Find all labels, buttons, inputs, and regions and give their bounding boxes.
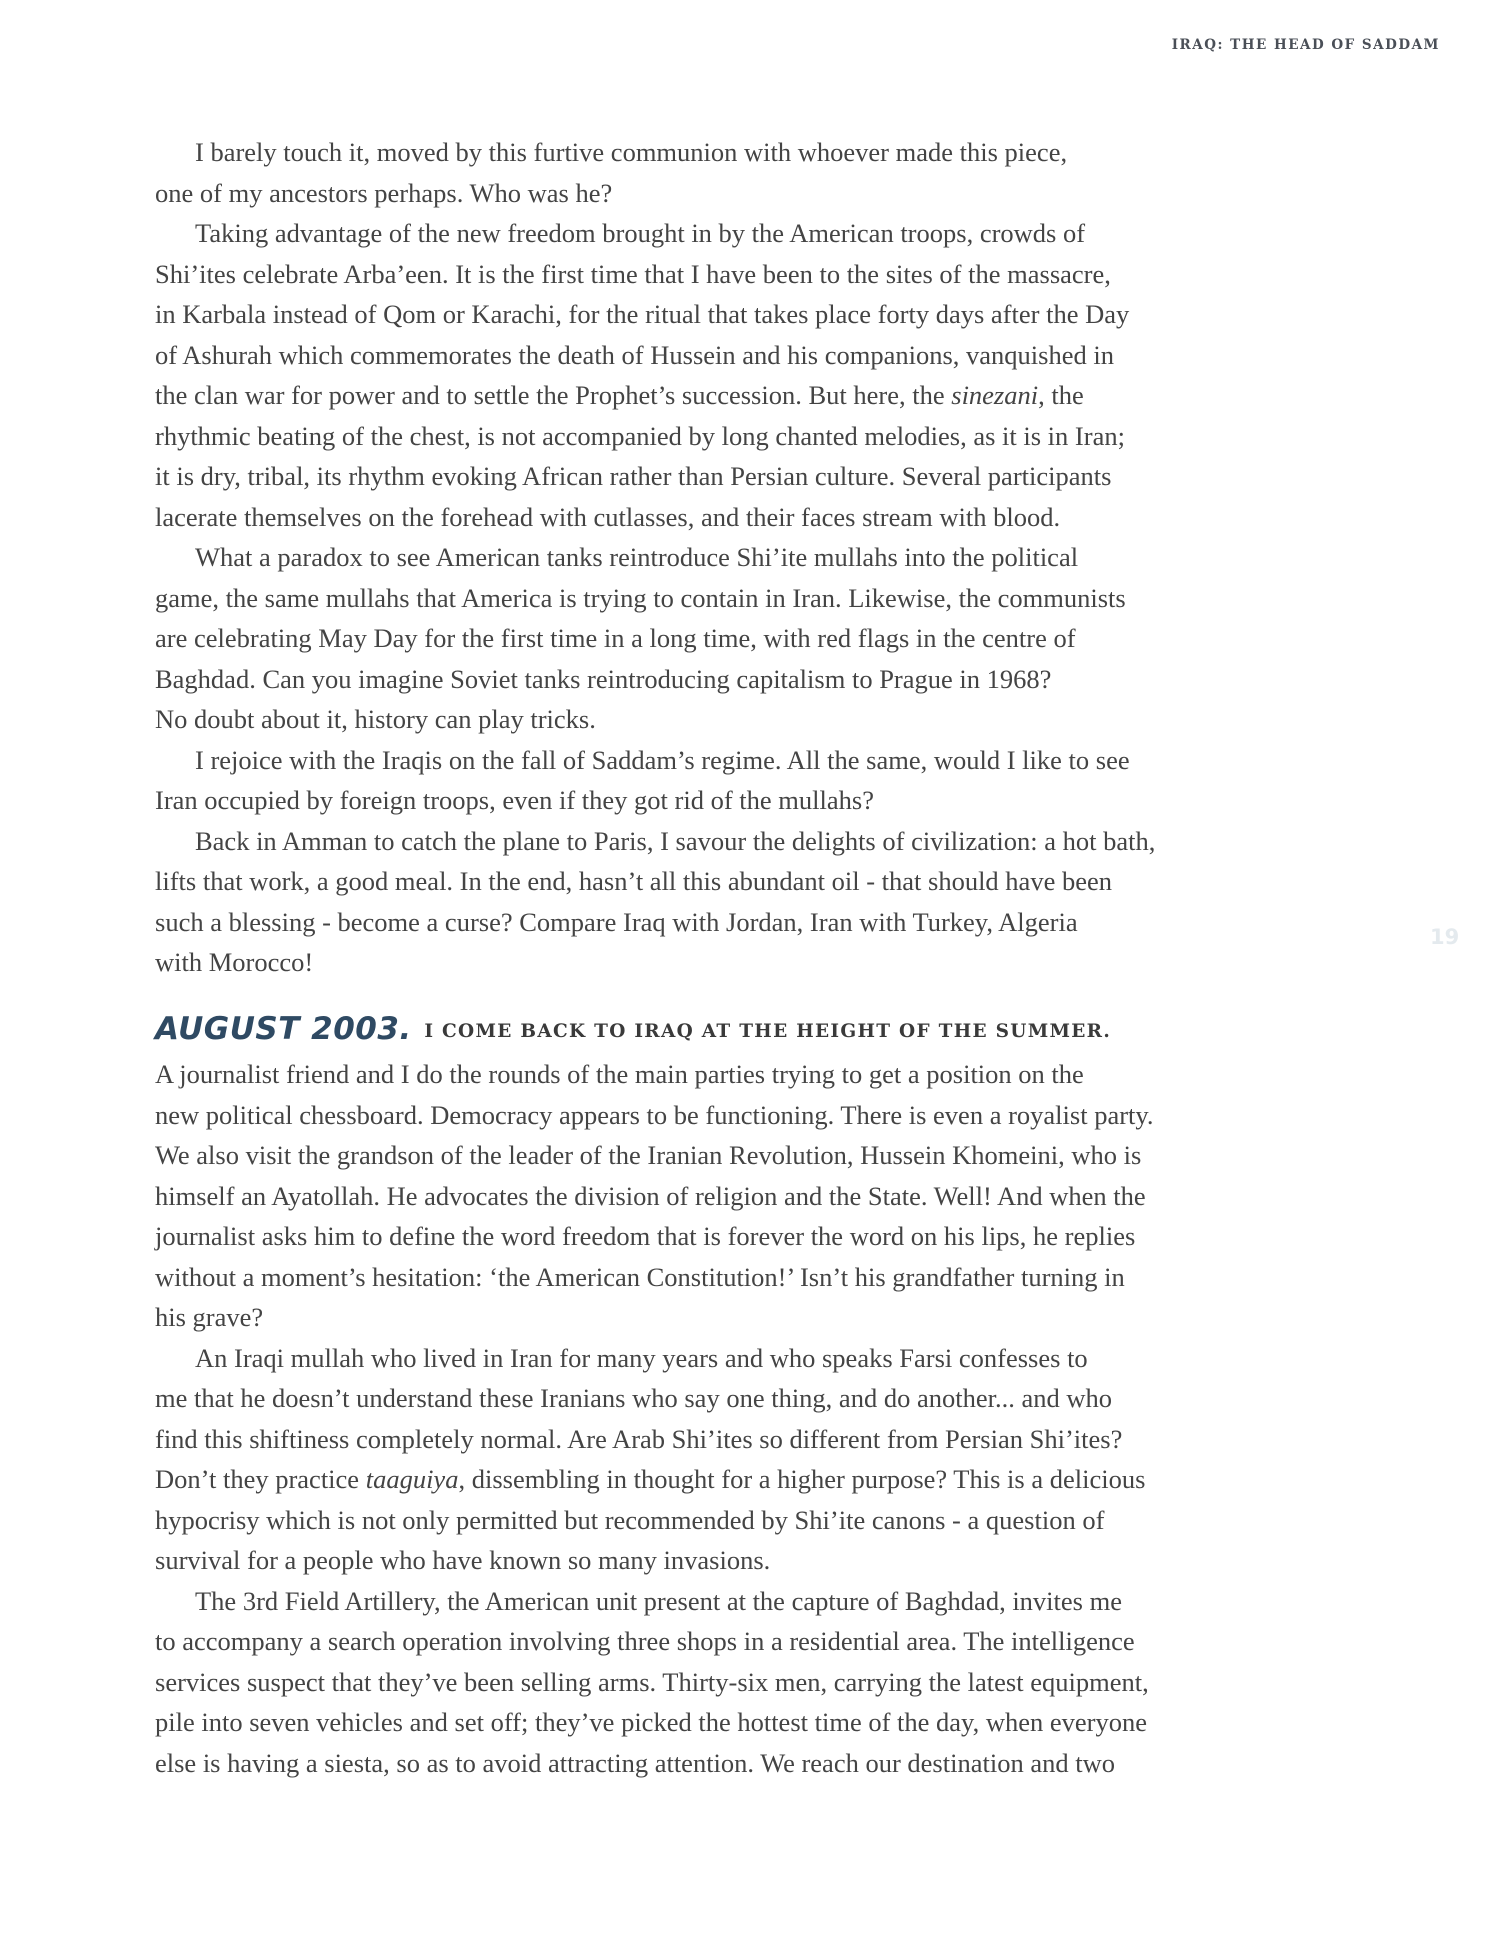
text-line	[155, 1054, 1235, 1095]
text-line	[155, 1743, 1235, 1784]
paragraph	[155, 740, 1235, 821]
text-line	[155, 699, 1235, 740]
text-run: I barely touch it, moved by this furtive communion with whoever made this piece,	[195, 137, 1068, 167]
text-run: it is dry, tribal, its rhythm evoking African rather than Persian culture. Several participants	[155, 461, 1112, 491]
italic-term: sinezani	[951, 380, 1039, 410]
text-line	[155, 1338, 1235, 1379]
text-run: Don’t they practice	[155, 1464, 366, 1494]
text-line	[155, 902, 1235, 943]
text-line	[155, 294, 1235, 335]
text-run: hypocrisy which is not only permitted but recommended by Shi’ite canons - a question of	[155, 1504, 1105, 1535]
text-run: Shi’ites celebrate Arba’een. It is the first time that I have been to the sites of the massacre,	[155, 258, 1111, 289]
text-line	[155, 618, 1235, 659]
text-run: , dissembling in thought for a higher purpose? This is a delicious	[458, 1464, 1146, 1494]
text-line	[155, 213, 1235, 254]
text-run: lacerate themselves on the forehead with cutlasses, and their faces stream with blood.	[155, 501, 1061, 532]
text-line	[155, 1540, 1235, 1581]
text-line	[155, 659, 1235, 700]
text-line	[155, 416, 1235, 457]
body-text	[155, 132, 1235, 1783]
paragraph	[155, 213, 1235, 537]
text-run: I rejoice with the Iraqis on the fall of Saddam’s regime. All the same, would I like to see	[195, 744, 1130, 775]
text-run: journalist asks him to define the word freedom that is forever the word on his lips, he replies	[155, 1221, 1136, 1251]
text-run: the clan war for power and to settle the Prophet’s succession. But here, the	[155, 380, 952, 410]
text-line	[155, 173, 1235, 214]
text-line	[155, 1621, 1235, 1662]
text-line	[155, 1135, 1235, 1176]
text-run: Back in Amman to catch the plane to Paris, I savour the delights of civilization: a hot bath,	[195, 825, 1156, 856]
text-line	[155, 1378, 1235, 1419]
text-line	[155, 578, 1235, 619]
text-run: services suspect that they’ve been selling arms. Thirty-six men, carrying the latest equipment,	[155, 1666, 1149, 1697]
text-run: rhythmic beating of the chest, is not accompanied by long chanted melodies, as it is in Iran;	[155, 420, 1125, 451]
text-line	[155, 780, 1235, 821]
paragraph	[155, 821, 1235, 983]
paragraph	[155, 1581, 1235, 1784]
text-line	[155, 1662, 1235, 1703]
paragraph	[155, 132, 1235, 213]
text-line	[155, 1459, 1235, 1500]
text-run: such a blessing - become a curse? Compare Iraq with Jordan, Iran with Turkey, Algeria	[155, 906, 1078, 937]
running-head: IRAQ: THE HEAD OF SADDAM	[1171, 37, 1440, 53]
text-line	[155, 1702, 1235, 1743]
text-line	[155, 1216, 1235, 1257]
text-run: one of my ancestors perhaps. Who was he?	[155, 177, 613, 208]
text-run: game, the same mullahs that America is trying to contain in Iran. Likewise, the communists	[155, 582, 1126, 613]
text-line	[155, 456, 1235, 497]
paragraph	[155, 537, 1235, 740]
text-line	[155, 1095, 1235, 1136]
text-run: Taking advantage of the new freedom brought in by the American troops, crowds of	[195, 218, 1086, 248]
text-line	[155, 375, 1235, 416]
text-run: are celebrating May Day for the first time in a long time, with red flags in the centre of	[155, 623, 1076, 653]
text-line	[155, 1581, 1235, 1622]
text-run: No doubt about it, history can play tricks.	[155, 704, 596, 734]
text-run: lifts that work, a good meal. In the end, hasn’t all this abundant oil - that should have been	[155, 866, 1112, 896]
section-date-label: AUGUST 2003.	[155, 1010, 412, 1047]
text-run: his grave?	[155, 1302, 264, 1332]
text-line	[155, 942, 1235, 983]
text-line	[155, 1297, 1235, 1338]
text-run: of Ashurah which commemorates the death of Hussein and his companions, vanquished in	[155, 339, 1114, 370]
text-run: An Iraqi mullah who lived in Iran for many years and who speaks Farsi confesses to	[195, 1342, 1088, 1373]
text-run: The 3rd Field Artillery, the American unit present at the capture of Baghdad, invites me	[195, 1585, 1122, 1616]
text-run: pile into seven vehicles and set off; they’ve picked the hottest time of the day, when everyone	[155, 1707, 1147, 1737]
text-run: A journalist friend and I do the rounds of the main parties trying to get a position on the	[155, 1059, 1084, 1089]
text-line	[155, 537, 1235, 578]
text-line	[155, 821, 1235, 862]
italic-term: taaguiya	[365, 1464, 459, 1494]
section-lead-in: I COME BACK TO IRAQ AT THE HEIGHT OF THE SUMMER.	[424, 1020, 1112, 1042]
text-run: to accompany a search operation involving three shops in a residential area. The intelligence	[155, 1626, 1135, 1656]
text-line	[155, 1419, 1235, 1460]
text-line	[155, 132, 1235, 173]
text-run: new political chessboard. Democracy appears to be functioning. There is even a royalist party.	[155, 1099, 1154, 1130]
section-text	[155, 1054, 1235, 1783]
text-run: find this shiftiness completely normal. Are Arab Shi’ites so different from Persian Shi’ites?	[155, 1423, 1123, 1454]
text-run: We also visit the grandson of the leader of the Iranian Revolution, Hussein Khomeini, who is	[155, 1140, 1142, 1170]
text-run: me that he doesn’t understand these Iranians who say one thing, and do another... and who	[155, 1383, 1112, 1413]
text-run: in Karbala instead of Qom or Karachi, for the ritual that takes place forty days after the Day	[155, 299, 1130, 329]
text-line	[155, 1500, 1235, 1541]
text-line	[155, 497, 1235, 538]
text-line	[155, 1257, 1235, 1298]
section-heading	[155, 1009, 1235, 1055]
text-run: What a paradox to see American tanks reintroduce Shi’ite mullahs into the political	[195, 542, 1079, 572]
paragraph	[155, 1338, 1235, 1581]
pre-section-text	[155, 132, 1235, 983]
text-run: himself an Ayatollah. He advocates the division of religion and the State. Well! And when the	[155, 1180, 1146, 1211]
text-run: survival for a people who have known so many invasions.	[155, 1545, 771, 1575]
text-line	[155, 254, 1235, 295]
text-line	[155, 740, 1235, 781]
text-line	[155, 861, 1235, 902]
paragraph	[155, 1054, 1235, 1338]
text-run: with Morocco!	[155, 947, 314, 977]
text-run: Iran occupied by foreign troops, even if they got rid of the mullahs?	[155, 785, 874, 815]
page-number: 19	[1430, 925, 1460, 949]
text-run: Baghdad. Can you imagine Soviet tanks reintroducing capitalism to Prague in 1968?	[155, 663, 1052, 694]
text-run: else is having a siesta, so as to avoid attracting attention. We reach our destination and two	[155, 1747, 1115, 1778]
text-line	[155, 1176, 1235, 1217]
text-run: without a moment’s hesitation: ‘the American Constitution!’ Isn’t his grandfather turning in	[155, 1261, 1125, 1292]
text-run: , the	[1038, 380, 1084, 410]
text-line	[155, 335, 1235, 376]
